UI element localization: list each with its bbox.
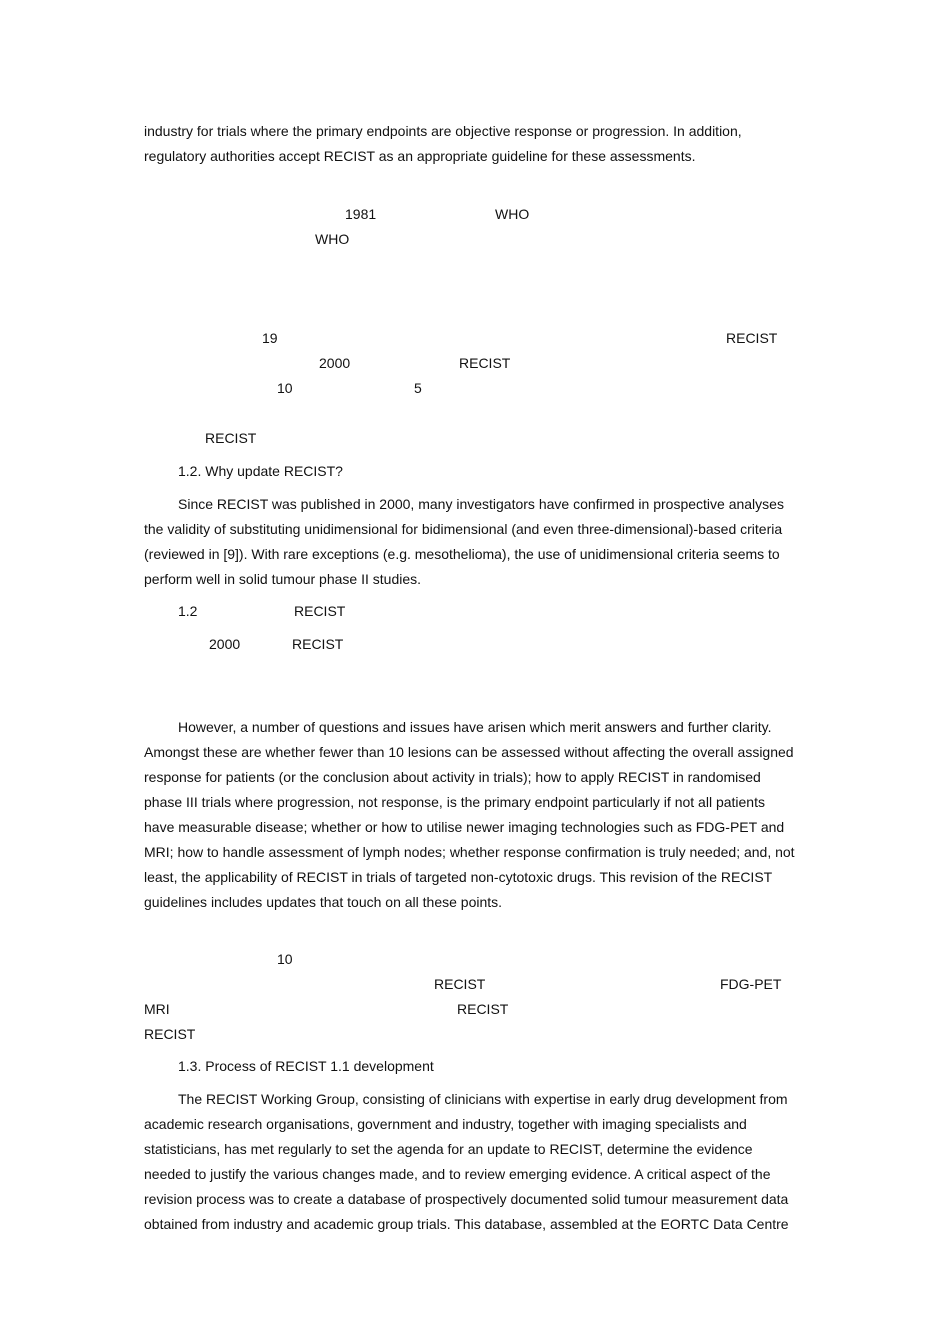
- cn2-num-5: 5: [414, 380, 422, 396]
- s12-cn2-recist-a: RECIST: [434, 976, 486, 992]
- cn1-who-b: WHO: [315, 231, 350, 247]
- s12-para1-line: Since RECIST was published in 2000, many investigators have confirmed in prospective analyses: [178, 496, 784, 512]
- s12-para2-line: have measurable disease; whether or how to utilise newer imaging technologies such as FDG-PET and: [144, 819, 785, 835]
- s12-para2-line: guidelines includes updates that touch on all these points.: [144, 894, 503, 910]
- cn2-recist-c: RECIST: [205, 430, 257, 446]
- s13-para-line: academic research organisations, government and industry, together with imaging specialists and: [144, 1116, 747, 1132]
- cn2-num-19: 19: [262, 330, 278, 346]
- s12-cn2-mri: MRI: [144, 1001, 170, 1017]
- s12-cn-heading-recist: RECIST: [294, 603, 346, 619]
- s12-para2-line: Amongst these are whether fewer than 10 lesions can be assessed without affecting the overall assigned: [144, 744, 794, 760]
- s13-para-line: The RECIST Working Group, consisting of clinicians with expertise in early drug development from: [178, 1091, 788, 1107]
- s12-cn-heading-num: 1.2: [178, 603, 198, 619]
- s12-para2-line: least, the applicability of RECIST in trials of targeted non-cytotoxic drugs. This revision of the RECIST: [144, 869, 773, 885]
- s12-para1-line: the validity of substituting unidimensional for bidimensional (and even three-dimensional)-based criteria: [144, 521, 783, 537]
- intro-line-1: industry for trials where the primary endpoints are objective response or progression. In addition,: [144, 123, 742, 139]
- cn2-year-2000: 2000: [319, 355, 351, 371]
- s13-para-line: needed to justify the various changes made, and to review emerging evidence. A critical aspect of the: [144, 1166, 771, 1182]
- s12-cn-year-2000: 2000: [209, 636, 241, 652]
- s13-para-line: revision process was to create a database of prospectively documented solid tumour measurement data: [144, 1191, 789, 1207]
- s12-para2-line: response for patients (or the conclusion about activity in trials); how to apply RECIST in randomised: [144, 769, 761, 785]
- cn1-who-a: WHO: [495, 206, 530, 222]
- s12-para1-line: (reviewed in [9]). With rare exceptions (e.g. mesothelioma), the use of unidimensional criteria seems to: [144, 546, 780, 562]
- s12-cn2-recist-b: RECIST: [457, 1001, 509, 1017]
- s12-para1-line: perform well in solid tumour phase II studies.: [144, 571, 422, 587]
- s13-para-line: statisticians, has met regularly to set the agenda for an update to RECIST, determine the evidence: [144, 1141, 753, 1157]
- section-1-3-heading: 1.3. Process of RECIST 1.1 development: [178, 1058, 434, 1074]
- cn2-recist-b: RECIST: [459, 355, 511, 371]
- s12-cn2-recist-c: RECIST: [144, 1026, 196, 1042]
- section-1-2-heading: 1.2. Why update RECIST?: [178, 463, 343, 479]
- cn1-year-1981: 1981: [345, 206, 377, 222]
- cn2-num-10: 10: [277, 380, 293, 396]
- s12-para2-line: MRI; how to handle assessment of lymph nodes; whether response confirmation is truly needed; and, not: [144, 844, 795, 860]
- s13-para-line: obtained from industry and academic group trials. This database, assembled at the EORTC Data Centre: [144, 1216, 789, 1232]
- s12-para2-line: However, a number of questions and issues have arisen which merit answers and further clarity.: [178, 719, 772, 735]
- s12-cn-recist: RECIST: [292, 636, 344, 652]
- s12-para2-line: phase III trials where progression, not response, is the primary endpoint particularly if not all patients: [144, 794, 765, 810]
- s12-cn2-fdgpet: FDG-PET: [720, 976, 782, 992]
- cn2-recist-a: RECIST: [726, 330, 778, 346]
- s12-cn2-num-10: 10: [277, 951, 293, 967]
- intro-line-2: regulatory authorities accept RECIST as an appropriate guideline for these assessments.: [144, 148, 696, 164]
